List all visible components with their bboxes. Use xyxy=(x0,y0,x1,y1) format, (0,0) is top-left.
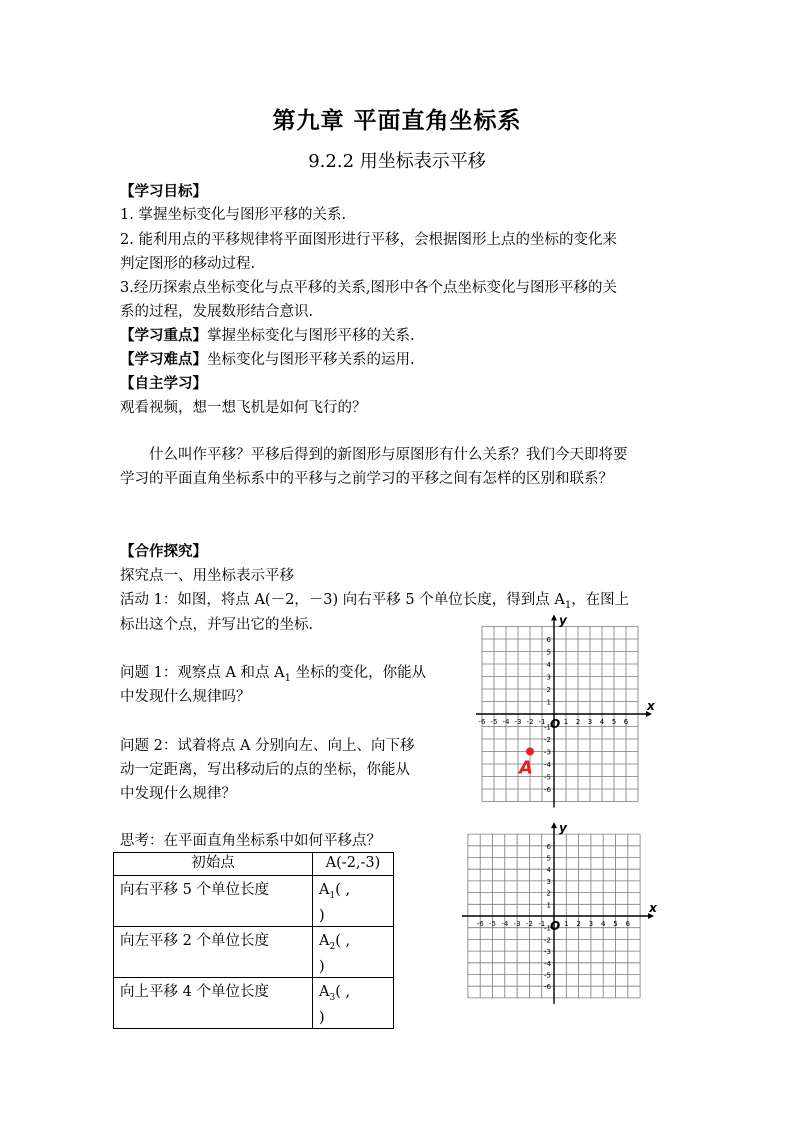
question-2: 中发现什么规律？ xyxy=(120,786,236,802)
x-tick-label: 4 xyxy=(600,920,606,928)
y-tick-label: -1 xyxy=(544,924,551,933)
x-tick-label: -6 xyxy=(478,718,486,726)
self-study-heading: 【自主学习】 xyxy=(120,375,207,392)
y-tick-label: 1 xyxy=(546,901,551,910)
x-tick-label: -4 xyxy=(501,920,509,928)
table-row xyxy=(114,977,394,1028)
x-tick-label: 1 xyxy=(564,920,569,928)
table-cell: 向右平移 5 个单位长度 xyxy=(114,876,313,927)
y-axis-label: y xyxy=(559,821,567,836)
y-tick-label: -3 xyxy=(544,948,551,957)
video-question: 观看视频，想一想飞机是如何飞行的？ xyxy=(120,400,367,416)
goals-heading: 【学习目标】 xyxy=(120,183,207,200)
x-tick-label: 2 xyxy=(576,920,581,928)
goal-item: 系的过程，发展数形结合意识. xyxy=(120,304,314,320)
x-tick-label: -5 xyxy=(489,920,496,928)
translation-table xyxy=(113,852,394,1029)
x-tick-label: -6 xyxy=(476,920,484,928)
point-a-label: A xyxy=(519,757,533,779)
table-row xyxy=(114,876,394,927)
x-tick-label: 3 xyxy=(588,920,594,928)
table-cell: 向左平移 2 个单位长度 xyxy=(114,926,313,977)
x-tick-label: 1 xyxy=(563,718,569,726)
key-point-row xyxy=(120,325,415,347)
y-tick-label: -2 xyxy=(544,936,551,945)
answer-cell[interactable]: $A_2$( , ) xyxy=(313,926,394,977)
x-tick-label: 4 xyxy=(599,718,605,726)
table-cell: 向上平移 4 个单位长度 xyxy=(114,977,313,1028)
y-tick-label: 2 xyxy=(546,889,551,898)
y-tick-label: -4 xyxy=(544,761,551,769)
x-tick-label: 3 xyxy=(587,718,593,726)
section-subtitle: 9.2.2 用坐标表示平移 xyxy=(308,151,486,172)
goal-item: 1. 掌握坐标变化与图形平移的关系. xyxy=(120,207,347,223)
y-tick-label: -3 xyxy=(544,748,551,757)
difficulty-label: 【学习难点】 xyxy=(120,351,207,368)
y-tick-label: -6 xyxy=(544,983,551,992)
y-tick-label: 2 xyxy=(546,686,551,694)
y-tick-label: -5 xyxy=(544,971,551,980)
x-tick-label: -2 xyxy=(526,718,534,726)
point-a-marker[interactable] xyxy=(526,748,534,756)
x-tick-label: 5 xyxy=(611,718,617,726)
y-tick-label: 1 xyxy=(546,698,551,707)
activity-text: 标出这个点，并写出它的坐标. xyxy=(120,617,314,633)
y-tick-label: -5 xyxy=(544,773,551,782)
y-tick-label: -4 xyxy=(544,959,551,968)
question-2: 动一定距离，写出移动后的点的坐标，你能从 xyxy=(120,762,410,778)
x-tick-label: 6 xyxy=(625,920,631,928)
y-tick-label: 4 xyxy=(546,661,551,669)
x-tick-label: -2 xyxy=(525,920,533,928)
activity-text: 活动 1：如图，将点 A(－2，－3) 向右平移 5 个单位长度，得到点 $A_1$，在图上 xyxy=(120,592,630,611)
explore-point-title: 探究点一、用坐标表示平移 xyxy=(120,568,294,584)
intro-line: 什么叫作平移？平移后得到的新图形与原图形有什么关系？我们今天即将要 xyxy=(149,447,628,463)
table-header-cell: A(-2,-3) xyxy=(313,853,394,876)
y-tick-label: -6 xyxy=(544,786,551,794)
x-tick-label: -3 xyxy=(513,920,521,928)
x-tick-label: 5 xyxy=(613,920,618,928)
y-tick-label: 3 xyxy=(546,673,551,682)
coordinate-grid-1[interactable] xyxy=(466,613,662,814)
y-tick-label: -1 xyxy=(544,723,551,732)
question-1: 中发现什么规律吗？ xyxy=(120,689,251,705)
y-tick-label: -2 xyxy=(544,736,551,744)
page-title: 第九章 平面直角坐标系 xyxy=(272,108,522,134)
origin-label: O xyxy=(550,919,561,933)
answer-cell[interactable]: $A_1$( , ) xyxy=(313,876,394,927)
question-2: 问题 2：试着将点 A 分别向左、向上、向下移 xyxy=(120,738,415,754)
x-axis-label: x xyxy=(649,901,657,915)
x-tick-label: -4 xyxy=(502,718,510,726)
coordinate-grid-2[interactable] xyxy=(466,821,666,1010)
x-axis-label: x xyxy=(647,699,655,713)
y-tick-label: 5 xyxy=(546,648,551,657)
difficulty-text: 坐标变化与图形平移关系的运用. xyxy=(207,352,415,368)
table-header-cell: 初始点 xyxy=(114,853,313,876)
table-header-row xyxy=(114,853,394,876)
y-tick-label: 5 xyxy=(546,854,551,863)
intro-line: 学习的平面直角坐标系中的平移与之前学习的平移之间有怎样的区别和联系？ xyxy=(120,471,613,487)
think-prompt: 思考：在平面直角坐标系中如何平移点？ xyxy=(120,833,381,849)
goal-item: 2. 能利用点的平移规律将平面图形进行平移，会根据图形上点的坐标的变化来 xyxy=(120,232,617,248)
answer-cell[interactable]: $A_3$( , ) xyxy=(313,977,394,1028)
coop-heading: 【合作探究】 xyxy=(120,543,207,560)
key-point-label: 【学习重点】 xyxy=(120,327,207,344)
x-tick-label: -1 xyxy=(538,718,546,726)
x-tick-label: -5 xyxy=(490,718,498,726)
key-point-text: 掌握坐标变化与图形平移的关系. xyxy=(207,328,415,344)
y-tick-label: 3 xyxy=(546,877,551,886)
table-row xyxy=(114,926,394,977)
y-tick-label: 6 xyxy=(546,636,551,644)
origin-label: O xyxy=(550,717,561,731)
goal-item: 3.经历探索点坐标变化与点平移的关系,图形中各个点坐标变化与图形平移的关 xyxy=(120,280,617,296)
y-tick-label: 4 xyxy=(546,866,551,875)
y-axis-arrow xyxy=(551,822,557,828)
difficulty-row xyxy=(120,349,415,371)
question-1: 问题 1：观察点 A 和点 $A_1$ 坐标的变化，你能从 xyxy=(120,665,427,684)
y-tick-label: 6 xyxy=(546,842,551,851)
goal-item: 判定图形的移动过程. xyxy=(120,256,256,272)
x-tick-label: 6 xyxy=(623,718,629,726)
x-tick-label: -1 xyxy=(538,920,546,928)
x-tick-label: -3 xyxy=(514,718,522,726)
y-axis-label: y xyxy=(559,613,567,628)
x-tick-label: 2 xyxy=(575,718,581,726)
